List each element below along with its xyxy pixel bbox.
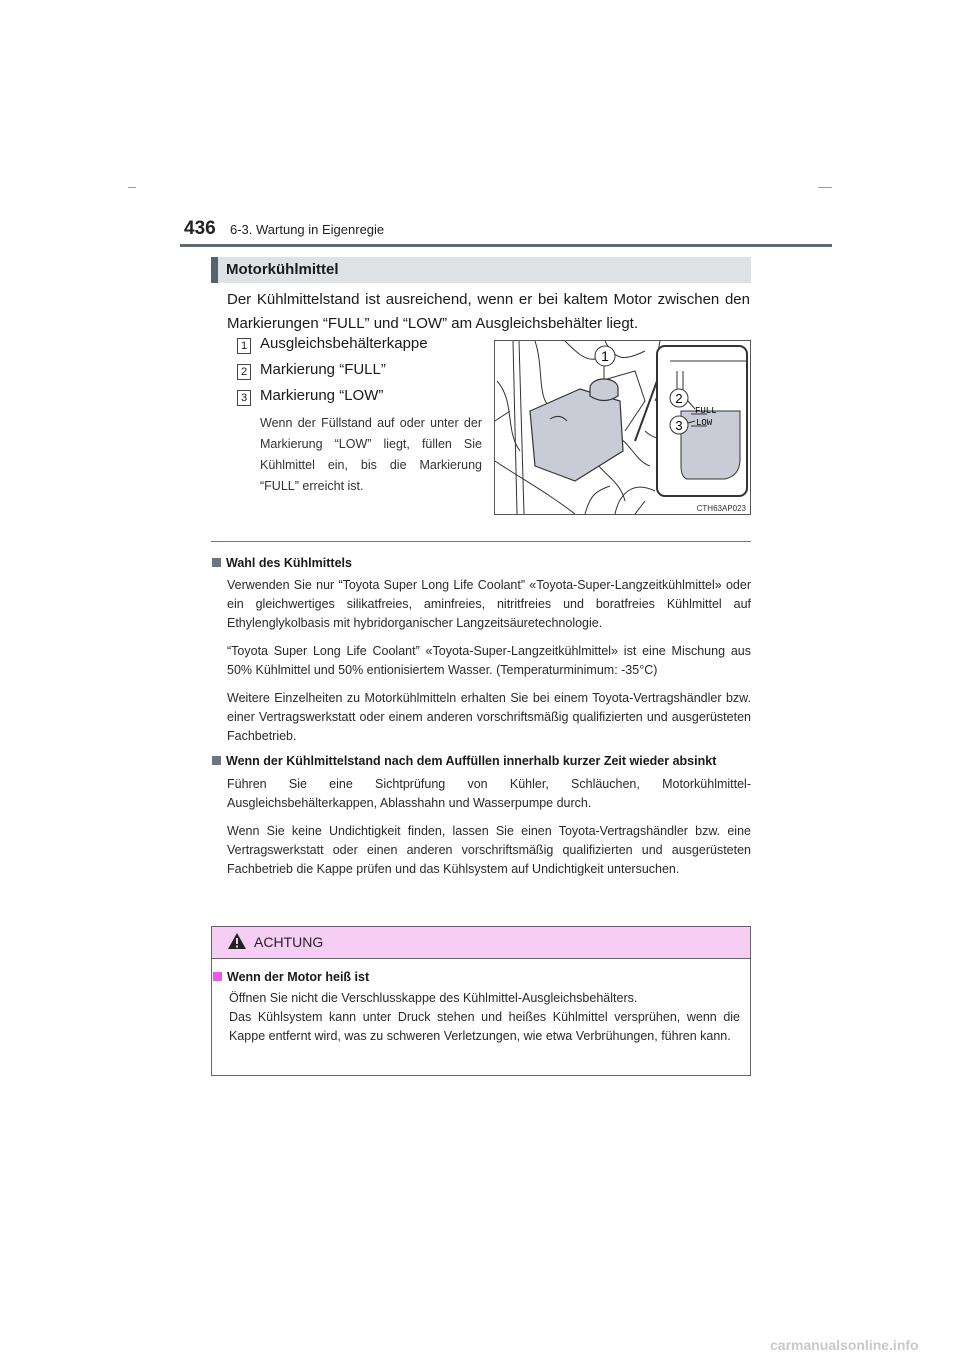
bullet-square-icon [212,756,221,765]
warning-header [212,927,750,959]
info-level-drop [212,752,751,879]
info-heading [212,554,751,572]
callout-label: Ausgleichsbehälterkappe [260,335,428,352]
warning-box [211,926,751,1076]
info-heading-text: Wahl des Kühlmittels [226,556,352,570]
section-title: Motorkühlmittel [226,261,339,278]
info-paragraph: Wenn Sie keine Undichtigkeit finden, lassen Sie einen Toyota-Vertragshändler bzw. eine Vertragswerkstatt oder einen anderen vorschriftsmäßig qualifizierten und ausgerüsteten Fachbetrieb die Kappe prüfen und das Kühlsystem auf Undichtigkeit untersuchen. [227,824,751,876]
header-rule [180,244,832,247]
callout-item [237,334,482,360]
mark-2: 2 [675,391,683,406]
watermark: carmanualsonline.info [770,1337,919,1353]
section-divider [211,541,751,542]
crop-mark-left [128,187,136,188]
callout-number: 1 [237,338,251,354]
callout-item [237,360,482,386]
warning-triangle-icon [227,932,247,950]
info-paragraph: Führen Sie eine Sichtprüfung von Kühler, Schläuchen, Motorkühlmittel-Ausgleichsbehälterkappen, Ablasshahn und Wasserpumpe durch. [227,777,751,810]
warning-body [212,968,750,1046]
info-paragraph: Weitere Einzelheiten zu Motorkühlmitteln erhalten Sie bei einem Toyota-Vertragshändler bzw. einer Vertragswerkstatt oder einem anderen vorschriftsmäßig qualifizierten und ausgerüsteten Fachbetrieb. [227,691,751,743]
mark-3: 3 [675,418,683,433]
coolant-reservoir-illustration [494,340,751,515]
info-paragraph: Verwenden Sie nur “Toyota Super Long Life Coolant” «Toyota-Super-Langzeitkühlmittel» oder ein gleichwertiges silikatfreies, aminfreies, nitritfreies und boratfreies Kühlmittel auf Ethylenglykolbasis mit hybridorganischer Langzeitsäuretechnologie. [227,578,751,630]
callout-number: 3 [237,390,251,406]
info-heading-text: Wenn der Kühlmittelstand nach dem Auffüllen innerhalb kurzer Zeit wieder absinkt [226,754,717,768]
section-heading [211,257,751,283]
low-mark-text: LOW [696,418,713,428]
bullet-square-icon [213,972,222,981]
info-heading [212,752,751,770]
page-number: 436 [184,218,216,239]
bullet-square-icon [212,558,221,567]
callout-item [237,386,482,412]
illustration-code: CTH63AP023 [696,504,746,513]
warning-line: Das Kühlsystem kann unter Druck stehen und heißes Kühlmittel versprühen, wenn die Kappe entfernt wird, was zu schweren Verletzungen, wie etwa Verbrühungen, führen kann. [229,1010,740,1043]
callout-number: 2 [237,364,251,380]
callout-list [237,334,482,412]
mark-1: 1 [601,348,609,364]
chapter-title: 6-3. Wartung in Eigenregie [230,222,385,237]
warning-heading [213,968,750,986]
callout-label: Markierung “LOW” [260,387,384,404]
fill-note: Wenn der Füllstand auf oder unter der Markierung “LOW” liegt, füllen Sie Kühlmittel ein, bis die Markierung “FULL” erreicht ist. [260,416,482,493]
reservoir-drawing [495,341,750,514]
warning-title: ACHTUNG [254,934,324,950]
info-paragraph: “Toyota Super Long Life Coolant” «Toyota-Super-Langzeitkühlmittel» ist eine Mischung aus 50% Kühlmittel und 50% entionisiertem Wasser. (Temperaturminimum: -35°C) [227,644,751,677]
warning-heading-text: Wenn der Motor heiß ist [227,970,370,984]
intro-paragraph: Der Kühlmittelstand ist ausreichend, wenn er bei kaltem Motor zwischen den Markierungen “FULL” und “LOW” am Ausgleichsbehälter liegt. [227,291,750,332]
warning-line: Öffnen Sie nicht die Verschlusskappe des Kühlmittel-Ausgleichsbehälters. [229,991,638,1005]
callout-label: Markierung “FULL” [260,361,386,378]
info-coolant-choice [212,554,751,746]
full-mark-text: FULL [695,406,717,416]
crop-mark-right [818,187,832,188]
